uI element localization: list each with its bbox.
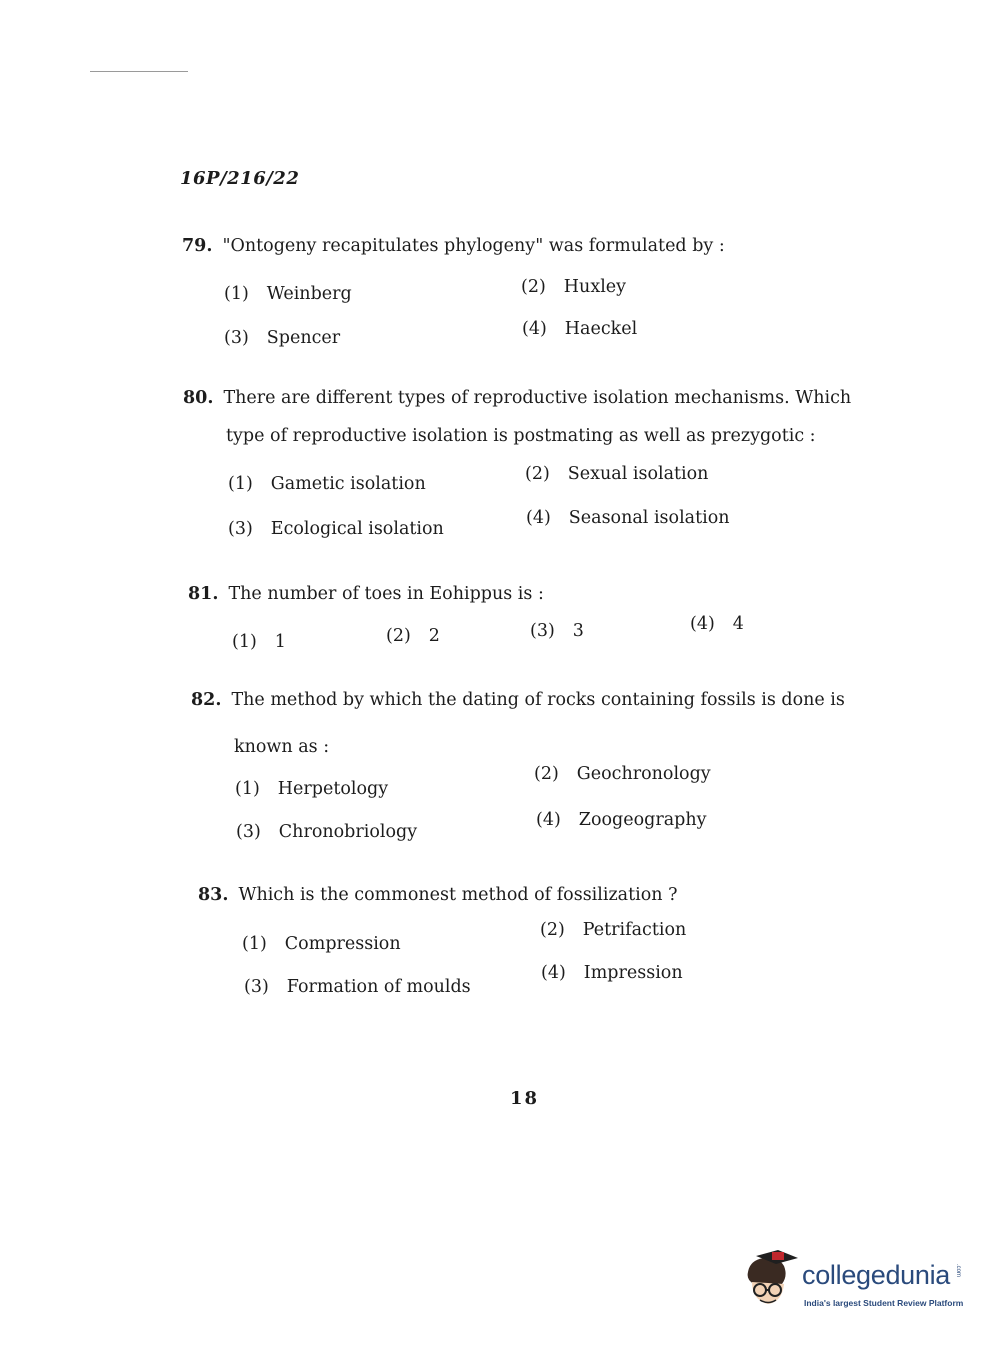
option-number: (1) xyxy=(235,779,260,799)
option-text: 4 xyxy=(732,614,744,634)
option-text: Huxley xyxy=(563,277,627,297)
question-text: The number of toes in Eohippus is : xyxy=(228,584,544,604)
option-3[interactable] xyxy=(236,822,417,842)
option-text: Spencer xyxy=(266,328,341,348)
option-3[interactable] xyxy=(530,621,584,641)
question-text-continued: type of reproductive isolation is postmating as well as prezygotic : xyxy=(226,426,816,446)
option-text: Compression xyxy=(284,934,401,954)
option-text: 3 xyxy=(572,621,584,641)
option-number: (4) xyxy=(541,963,566,983)
option-2[interactable] xyxy=(386,626,440,646)
option-text: Seasonal isolation xyxy=(568,508,730,528)
option-number: (2) xyxy=(521,277,546,297)
option-number: (4) xyxy=(522,319,547,339)
paper-code: 16P/216/22 xyxy=(180,168,300,189)
option-number: (2) xyxy=(525,464,550,484)
option-3[interactable] xyxy=(224,328,340,348)
option-4[interactable] xyxy=(541,963,683,983)
question-text: There are different types of reproductive isolation mechanisms. Which xyxy=(223,388,852,408)
option-1[interactable] xyxy=(242,934,401,954)
option-number: (4) xyxy=(536,810,561,830)
option-number: (1) xyxy=(228,474,253,494)
option-4[interactable] xyxy=(690,614,744,634)
option-number: (2) xyxy=(386,626,411,646)
question-number: 80. xyxy=(183,388,214,408)
collegedunia-logo xyxy=(742,1250,972,1314)
option-number: (4) xyxy=(690,614,715,634)
option-2[interactable] xyxy=(540,920,686,940)
option-number: (2) xyxy=(534,764,559,784)
option-text: Zoogeography xyxy=(578,810,707,830)
option-text: Haeckel xyxy=(564,319,638,339)
option-3[interactable] xyxy=(244,977,471,997)
page-number: 18 xyxy=(510,1088,540,1109)
option-1[interactable] xyxy=(228,474,426,494)
question-text: The method by which the dating of rocks containing fossils is done is xyxy=(231,690,845,710)
option-text: 2 xyxy=(428,626,440,646)
option-2[interactable] xyxy=(521,277,626,297)
option-1[interactable] xyxy=(232,632,286,652)
option-4[interactable] xyxy=(526,508,730,528)
option-text: 1 xyxy=(274,632,286,652)
option-2[interactable] xyxy=(534,764,711,784)
student-mascot-icon xyxy=(742,1250,798,1310)
option-text: Weinberg xyxy=(266,284,352,304)
option-text: Chronobriology xyxy=(278,822,418,842)
brand-name: collegedunia xyxy=(802,1260,951,1290)
question-number: 81. xyxy=(188,584,219,604)
option-3[interactable] xyxy=(228,519,444,539)
option-1[interactable] xyxy=(224,284,352,304)
brand-tagline: India's largest Student Review Platform xyxy=(804,1298,964,1308)
question-number: 83. xyxy=(198,885,229,905)
option-number: (4) xyxy=(526,508,551,528)
question-text: Which is the commonest method of fossilization ? xyxy=(238,885,678,905)
option-4[interactable] xyxy=(522,319,637,339)
option-text: Gametic isolation xyxy=(270,474,426,494)
option-number: (3) xyxy=(236,822,261,842)
option-text: Impression xyxy=(583,963,683,983)
option-number: (3) xyxy=(224,328,249,348)
option-text: Herpetology xyxy=(277,779,389,799)
question-number: 82. xyxy=(191,690,222,710)
question-text: "Ontogeny recapitulates phylogeny" was formulated by : xyxy=(222,236,725,256)
option-text: Petrifaction xyxy=(582,920,687,940)
option-text: Ecological isolation xyxy=(270,519,444,539)
option-2[interactable] xyxy=(525,464,708,484)
option-number: (3) xyxy=(244,977,269,997)
scan-artifact-line xyxy=(90,71,188,72)
question-stem xyxy=(183,388,851,408)
question-stem xyxy=(188,584,544,604)
option-number: (2) xyxy=(540,920,565,940)
question-stem xyxy=(182,236,725,256)
question-stem xyxy=(198,885,678,905)
option-4[interactable] xyxy=(536,810,706,830)
option-text: Formation of moulds xyxy=(286,977,471,997)
option-text: Geochronology xyxy=(576,764,711,784)
brand-suffix: .com xyxy=(955,1264,961,1278)
option-number: (1) xyxy=(224,284,249,304)
question-stem xyxy=(191,690,845,710)
option-number: (1) xyxy=(242,934,267,954)
option-number: (3) xyxy=(530,621,555,641)
option-1[interactable] xyxy=(235,779,388,799)
question-number: 79. xyxy=(182,236,213,256)
question-text-continued: known as : xyxy=(234,737,330,757)
option-number: (3) xyxy=(228,519,253,539)
option-number: (1) xyxy=(232,632,257,652)
option-text: Sexual isolation xyxy=(567,464,709,484)
